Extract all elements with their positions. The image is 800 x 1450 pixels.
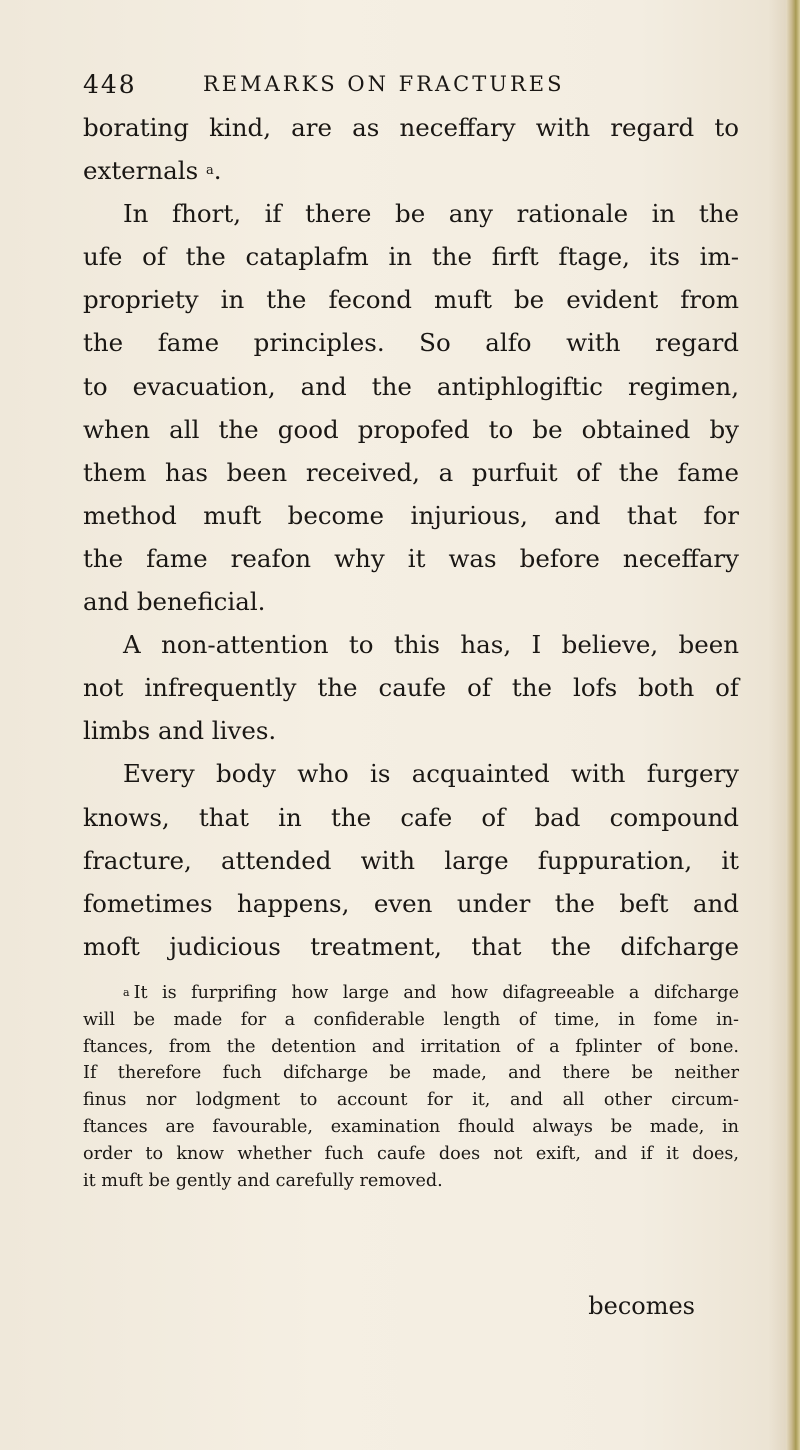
running-title: REMARKS ON FRACTURES <box>203 72 565 96</box>
footnote-line: order to know whether fuch caufe does not exift, and if it does, <box>83 1143 739 1164</box>
text-line: knows, that in the cafe of bad compound <box>83 802 739 832</box>
page-number: 448 <box>83 70 137 99</box>
footnote-line <box>83 980 739 1007</box>
text-line: fracture, attended with large fuppuration, it <box>83 845 739 875</box>
footnote-marker: a <box>123 986 130 999</box>
footnote <box>83 980 739 1194</box>
text-line: borating kind, are as neceffary with regard to <box>83 113 739 142</box>
text-line: moft judicious treatment, that the difcharge <box>83 931 739 961</box>
text-line: A non-attention to this has, I believe, been <box>123 630 739 660</box>
catchword: becomes <box>588 1292 695 1320</box>
footnote-reference: a <box>205 163 214 179</box>
body-text <box>83 106 739 968</box>
footnote-line: will be made for a confiderable length of time, in fome in- <box>83 1009 739 1030</box>
text-line: them has been received, a purfuit of the fame <box>83 457 739 487</box>
text-line: ufe of the cataplafm in the firft ftage, its im- <box>83 242 739 272</box>
text-line-content: externals <box>83 156 199 186</box>
text-line: method muft become injurious, and that for <box>83 500 739 530</box>
text-line: not infrequently the caufe of the lofs both of <box>83 673 739 703</box>
text-line: the fame principles. So alfo with regard <box>83 328 739 358</box>
text-line: and beneficial. <box>83 587 266 617</box>
text-line: fometimes happens, even under the beft and <box>83 888 739 918</box>
running-head <box>83 70 723 110</box>
page-edge <box>786 0 800 1450</box>
text-line: Every body who is acquainted with furgery <box>123 759 739 789</box>
footnote-line: If therefore fuch difcharge be made, and there be neither <box>83 1063 739 1084</box>
text-line: the fame reafon why it was before neceffary <box>83 543 739 573</box>
text-line: limbs and lives. <box>83 716 277 746</box>
text-line <box>83 149 739 192</box>
text-line: when all the good propofed to be obtained by <box>83 414 739 444</box>
footnote-line: ftances are favourable, examination fhould always be made, in <box>83 1116 739 1137</box>
footnote-line: ftances, from the detention and irritation of a fplinter of bone. <box>83 1036 739 1057</box>
text-line: In fhort, if there be any rationale in the <box>123 199 739 229</box>
text-line: to evacuation, and the antiphlogiftic regimen, <box>83 371 739 401</box>
footnote-reference-punctuation: . <box>213 156 222 186</box>
footnote-line: finus nor lodgment to account for it, and all other circum- <box>83 1090 739 1111</box>
footnote-line: it muft be gently and carefully removed. <box>83 1170 443 1191</box>
text-line: propriety in the fecond muft be evident from <box>83 285 739 315</box>
footnote-line-content: It is furprifing how large and how difagreeable a difcharge <box>133 983 739 1003</box>
